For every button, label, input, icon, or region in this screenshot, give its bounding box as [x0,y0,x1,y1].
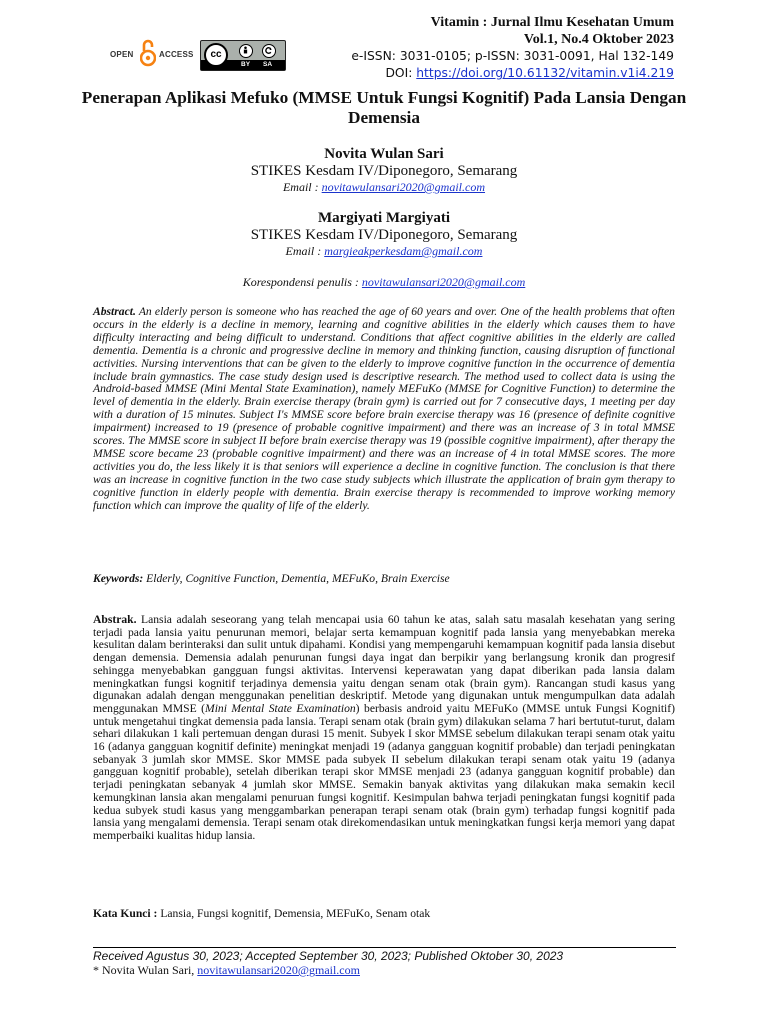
open-access-lock-icon [140,38,156,68]
author-email [0,244,768,259]
author-name: Novita Wulan Sari [324,146,444,162]
footer-dates: Received Agustus 30, 2023; Accepted September 30, 2023; Published Oktober 30, 2023 [93,949,564,963]
doi-label: DOI: [385,66,417,80]
author-email-link[interactable]: novitawulansari2020@gmail.com [321,180,486,194]
correspondence [0,275,768,290]
abstrak-text-1: Lansia adalah seseorang yang telah mencapai usia 60 tahun ke atas, salah satu masalah kesehatan yang sering terjadi pada lansia yaitu penurunan memori, belajar serta kemampuan kognitif pada lansia yang menyebabkan mereka kesulitan dalam berinteraksi dan sulit untuk dipahami. Kondisi yang mempengaruhi kemampuan kognitif pada lansia disebut dengan demensia. Demensia adalah penurunan fungsi daya ingat dan berpikir yang berlangsung kronik dan progresif sehingga menyebabkan gangguan fungsi aktivitas. Intervensi keperawatan yang dapat diberikan pada lansia dalam meningkatkan fungsi kognitif terjadinya demensia yaitu dengan senam otak (brain gym). Rancangan studi kasus yang digunakan adalah dengan menggunakan penelitian deskriptif. Metode yang digunakan untuk mengumpulkan data adalah menggunakan MMSE ( [93,613,675,715]
journal-header [351,14,674,82]
keywords-text: Elderly, Cognitive Function, Dementia, MEFuKo, Brain Exercise [146,572,450,585]
open-access-left-text: OPEN [110,50,134,59]
footer-correspondence [93,963,360,978]
correspondence-email-link[interactable]: novitawulansari2020@gmail.com [361,275,526,289]
author-affiliation: STIKES Kesdam IV/Diponegoro, Semarang [250,227,518,243]
author-name: Margiyati Margiyati [317,210,451,226]
keywords-label: Keywords: [93,572,144,585]
journal-doi [351,65,674,82]
attribution-icon [239,44,253,58]
open-access-right-text: ACCESS [159,50,194,59]
kata-kunci-text: Lansia, Fungsi kognitif, Demensia, MEFuKo, Senam otak [157,907,431,920]
paper-title: Penerapan Aplikasi Mefuko (MMSE Untuk Fungsi Kognitif) Pada Lansia Dengan Demensia [81,88,687,127]
share-alike-icon [262,44,276,58]
journal-name: Vitamin : Jurnal Ilmu Kesehatan Umum [430,15,674,30]
correspondence-label: Korespondensi penulis : [242,275,362,289]
footer-corr-email-link[interactable]: novitawulansari2020@gmail.com [197,963,360,977]
author-affiliation: STIKES Kesdam IV/Diponegoro, Semarang [250,163,518,179]
kata-kunci-label: Kata Kunci : [93,907,158,920]
by-label: BY [241,61,251,68]
abstrak-italic-term: Mini Mental State Examination [205,701,356,715]
email-label: Email : [285,244,325,258]
abstract-indonesian [93,614,675,843]
keywords-english [93,572,675,585]
creative-commons-icon: cc [204,43,228,67]
abstract-english [93,306,675,513]
journal-issn: e-ISSN: 3031-0105; p-ISSN: 3031-0091, Hal 132-149 [351,49,674,63]
abstrak-text-2: ) berbasis android yaitu MEFuKo (MMSE untuk Fungsi Kognitif) untuk mengetahui tingkat demensia pada lansia. Terapi senam otak (brain gym) dilakukan selama 7 hari bertutut-turut, dalam sehari dilakukan 1 kali pertemuan dengan durasi 15 menit. Subyek I skor MMSE sebelum dilakukan terapi senam otak yaitu 16 (adanya gangguan kognitif definite) meningkat menjadi 19 (adanya gangguan kognitif probable) dan terjadi peningkatan sebanyak 3 jumlah skor MMSE. Skor MMSE pada subyek II sebelum dilakukan terapi senam otak yaitu 19 (adanya gangguan kognitif probable), setelah diberikan terapi skor MMSE menjadi 23 (adanya gangguan kognitif probable) dan terjadi peningkatan sebanyak 4 jumlah skor MMSE. Semakin banyak aktivitas yang dilakukan maka semakin kecil kemungkinan lansia akan mengalami penuruan fungsi kognitif. Kesimpulan bahwa terjadi peningkatan fungsi kognitif pada kedua subyek studi kasus yang menggambarkan penerapan terapi senam otak (brain gym) terhadap fungsi kognitif pada lansia yang mengalami demensia. Terapi senam otak direkomendasikan untuk meningkatkan fungsi kerja memori yang dapat memperbaiki kualitas hidup lansia. [93,701,675,842]
keywords-indonesian [93,907,675,920]
author-email [0,180,768,195]
footer-divider [93,947,676,948]
email-label: Email : [282,180,322,194]
journal-volume: Vol.1, No.4 Oktober 2023 [523,32,674,47]
sa-label: SA [263,61,273,68]
abstract-text: An elderly person is someone who has reached the age of 60 years and over. One of the health problems that often occurs in the elderly is a decline in memory, learning and cognitive abilities in the elderly which causes them to have difficulty interacting and being difficult to understand. Conditions that affect cognitive abilities in the elderly are called dementia. Dementia is a chronic and progressive decline in memory and thinking function, causing disruption of functional activities. Nursing interventions that can be given to the elderly to improve cognitive function in the occurrence of dementia include brain gymnastics. The case study design used is descriptive research. The method used to collect data is using the Android-based MMSE (Mini Mental State Examination), namely MEFuKo (MMSE for Cognitive Function) to determine the level of dementia in the elderly. Brain exercise therapy (brain gym) is carried out for 7 consecutive days, 1 meeting per day with a duration of 15 minutes. Subject I's MMSE score before brain exercise therapy was 16 (presence of definite cognitive impairment) increased to 19 (presence of probable cognitive impairment) and there was an increase of 3 in total MMSE scores. The MMSE score in subject II before brain exercise therapy was 19 (possible cognitive impairment), after therapy the MMSE score became 23 (probable cognitive impairment) and there was an increase of 4 in total MMSE scores. The more activities you do, the less likely it is that seniors will experience a decline in cognitive function. The conclusion is that there was an increase in cognitive function in the two case study subjects which illustrate the application of brain gym therapy to cognitive function in elderly people with dementia. Brain exercise therapy is recommended to improve working memory function which can improve the quality of life of the elderly. [93,305,675,512]
open-access-logo [110,36,206,76]
cc-license-badge[interactable] [200,40,286,71]
footer-corr-prefix: * Novita Wulan Sari, [93,963,198,977]
doi-link[interactable]: https://doi.org/10.61132/vitamin.v1i4.219 [416,66,674,80]
author-email-link[interactable]: margieakperkesdam@gmail.com [324,244,483,258]
abstrak-label: Abstrak. [93,613,137,626]
abstract-label: Abstract. [93,305,136,318]
